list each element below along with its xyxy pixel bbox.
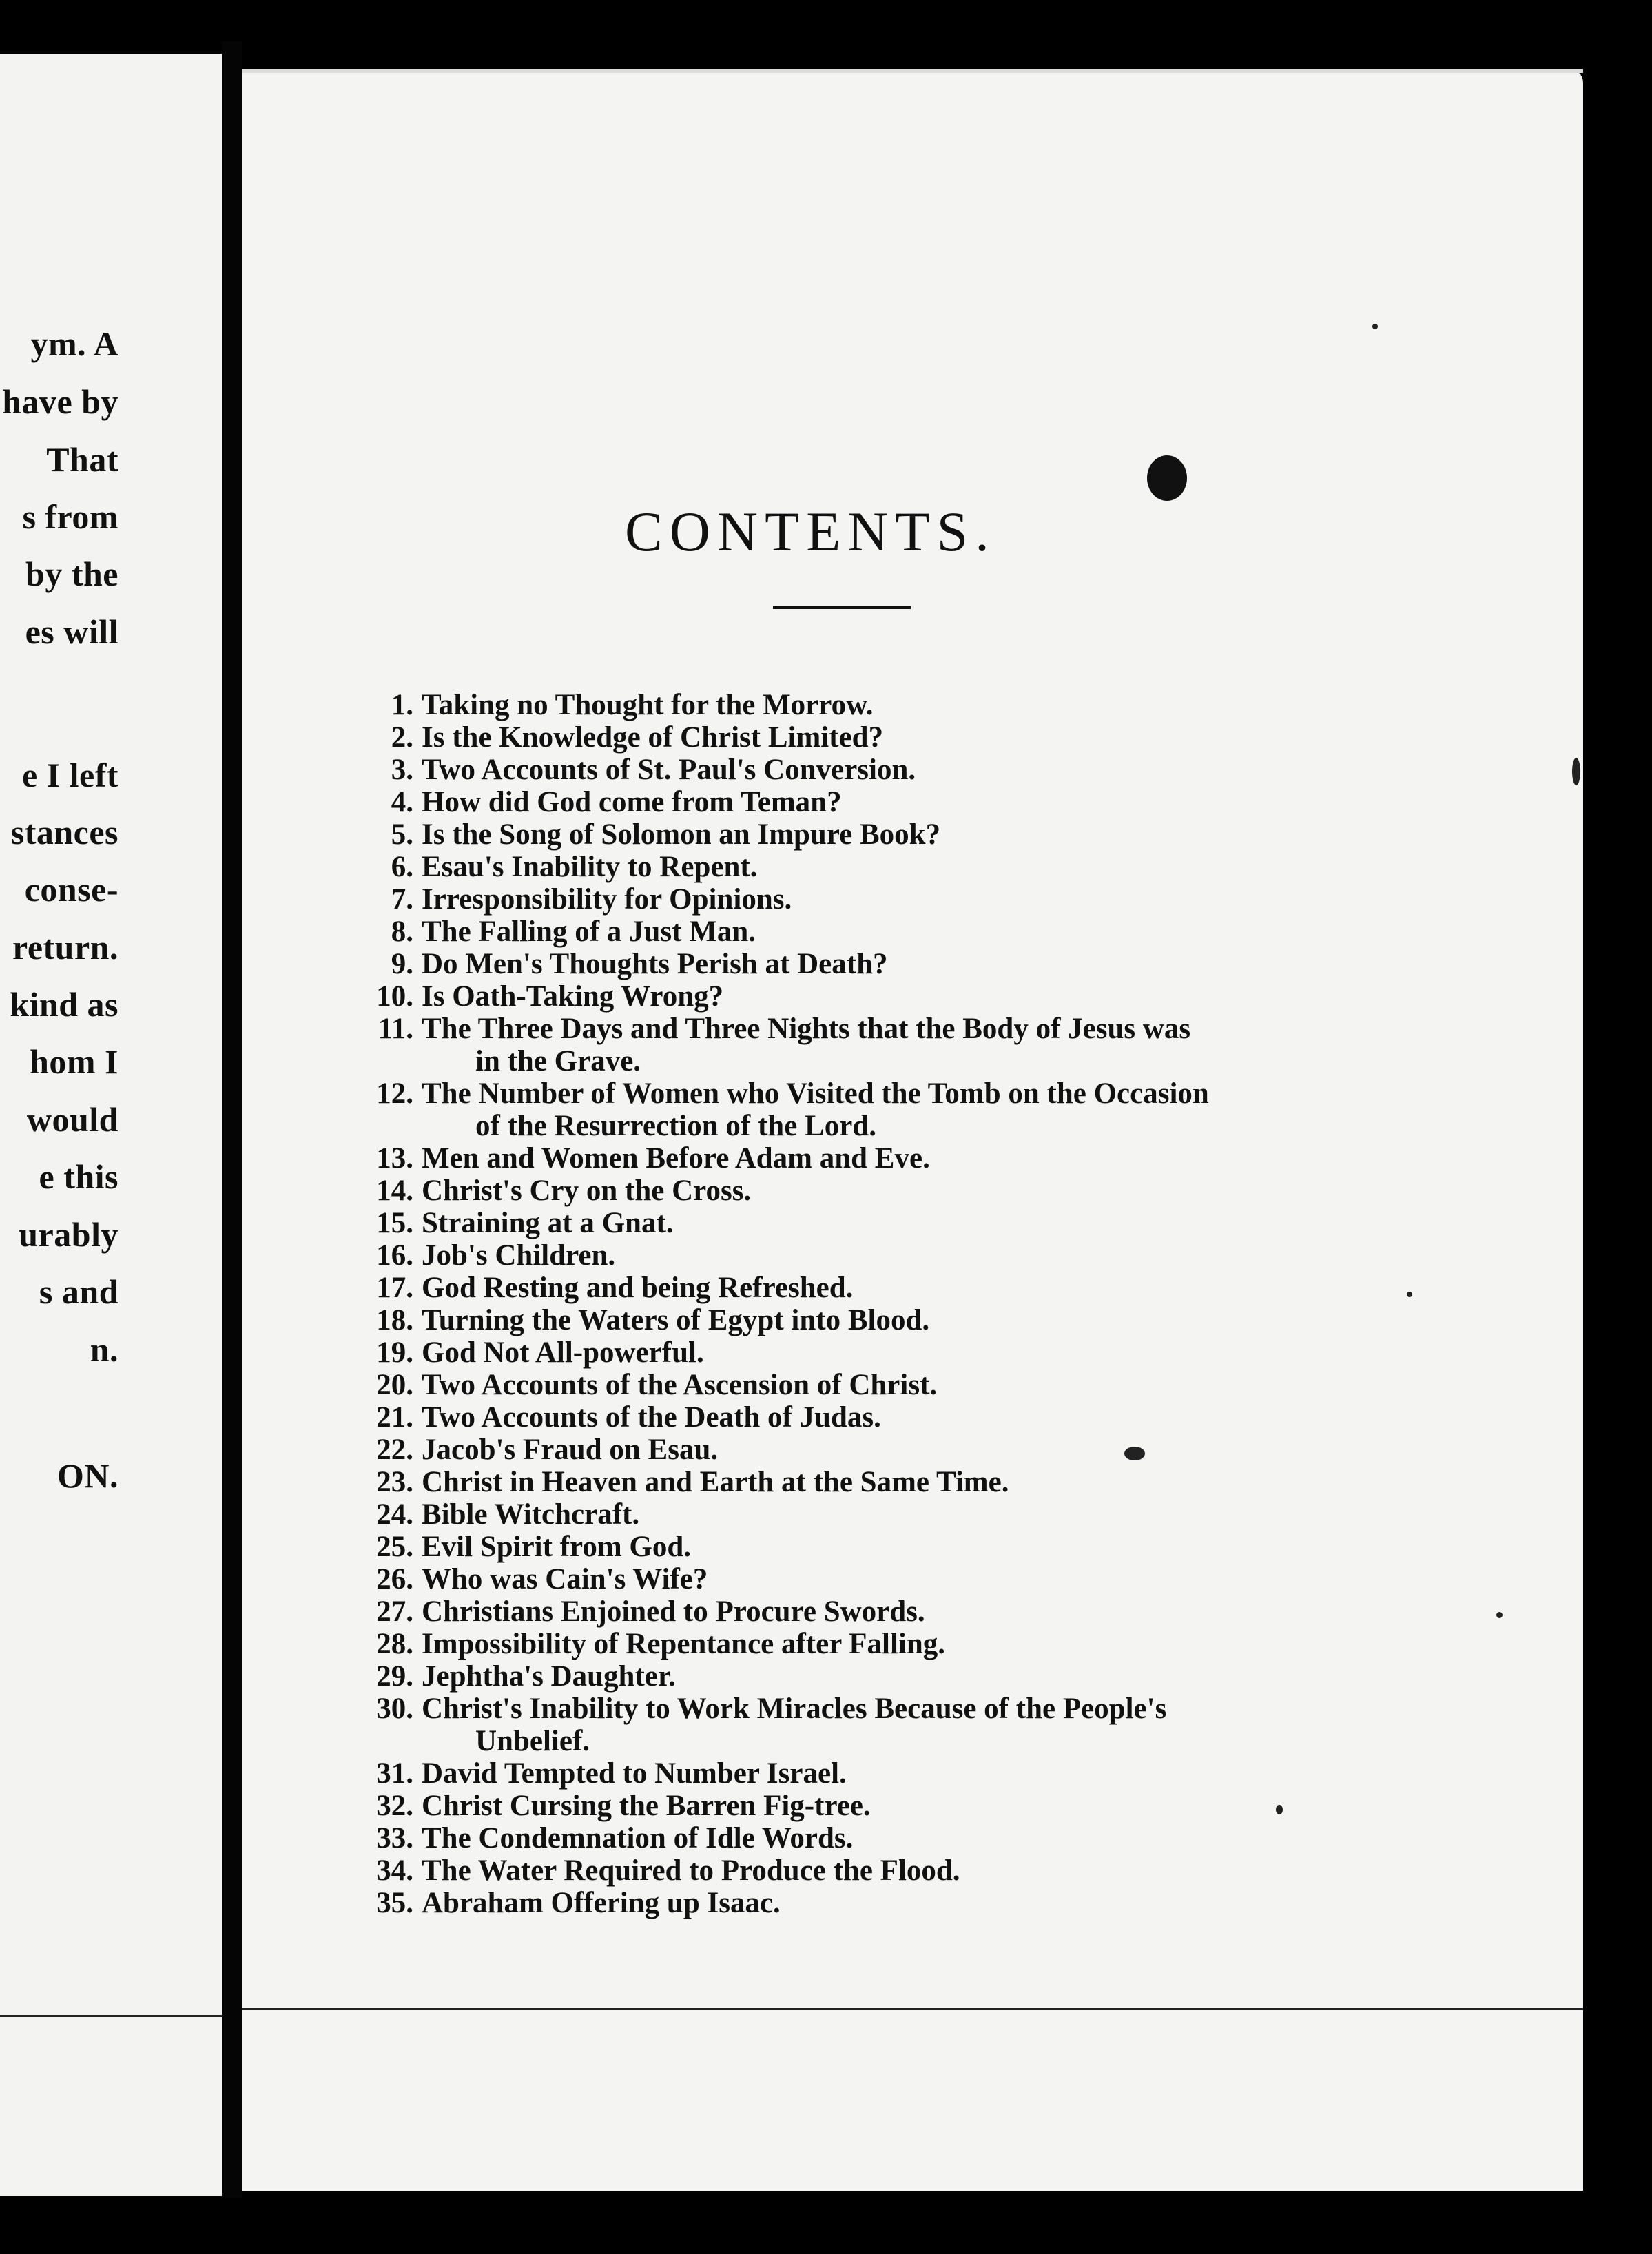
- item-number: 17.: [376, 1272, 413, 1304]
- item-number: 25.: [376, 1531, 413, 1563]
- left-fragment: return.: [12, 928, 118, 966]
- contents-page: [242, 69, 1583, 2191]
- item-title: Christ's Inability to Work Miracles Because of the People's: [422, 1693, 1167, 1725]
- contents-item: [346, 1498, 1558, 1531]
- item-title: Taking no Thought for the Morrow.: [422, 689, 874, 721]
- item-number: 33.: [376, 1822, 413, 1854]
- left-fragment: would: [26, 1100, 118, 1139]
- scan-speck: [1372, 324, 1378, 329]
- item-title: Is the Knowledge of Christ Limited?: [422, 721, 884, 754]
- item-number: 28.: [376, 1628, 413, 1660]
- contents-item: [346, 1175, 1558, 1207]
- left-facing-page: [0, 54, 222, 2196]
- item-number: 10.: [376, 980, 413, 1013]
- scan-speck: [1496, 1612, 1503, 1618]
- item-title: The Condemnation of Idle Words.: [422, 1822, 854, 1854]
- left-fragment: es will: [25, 612, 118, 651]
- item-number: 12.: [376, 1077, 413, 1110]
- item-number: 7.: [391, 883, 413, 916]
- item-title: Bible Witchcraft.: [422, 1498, 640, 1531]
- item-number: 22.: [376, 1434, 413, 1466]
- item-number: 34.: [376, 1854, 413, 1887]
- scan-speck: [1124, 1447, 1145, 1460]
- contents-item: [346, 1466, 1558, 1498]
- item-number: 3.: [391, 754, 413, 786]
- item-number: 6.: [391, 851, 413, 883]
- item-number: 18.: [376, 1304, 413, 1336]
- item-number: 30.: [376, 1693, 413, 1725]
- item-title: God Not All-powerful.: [422, 1336, 704, 1369]
- item-number: 32.: [376, 1790, 413, 1822]
- page-edge: [242, 69, 1583, 73]
- contents-item: [346, 1401, 1558, 1434]
- left-fragment: by the: [25, 555, 118, 593]
- item-title: Two Accounts of St. Paul's Conversion.: [422, 754, 916, 786]
- left-fragment: ON.: [57, 1456, 118, 1495]
- item-number: 35.: [376, 1887, 413, 1919]
- item-title: Do Men's Thoughts Perish at Death?: [422, 948, 888, 980]
- item-title: The Water Required to Produce the Flood.: [422, 1854, 960, 1887]
- book-gutter: [222, 41, 242, 2198]
- item-title: Job's Children.: [422, 1239, 616, 1272]
- item-title: Christians Enjoined to Procure Swords.: [422, 1595, 925, 1628]
- page-title: CONTENTS.: [625, 499, 996, 563]
- contents-item: [346, 948, 1558, 980]
- item-title: Christ's Cry on the Cross.: [422, 1175, 752, 1207]
- item-title: Straining at a Gnat.: [422, 1207, 674, 1239]
- item-title: Who was Cain's Wife?: [422, 1563, 708, 1595]
- item-title: Is Oath-Taking Wrong?: [422, 980, 724, 1013]
- item-title: David Tempted to Number Israel.: [422, 1757, 847, 1790]
- contents-item: [346, 1563, 1558, 1595]
- scan-speck: [1276, 1805, 1283, 1814]
- item-number: 23.: [376, 1466, 413, 1498]
- item-number: 4.: [391, 786, 413, 818]
- item-title: Christ in Heaven and Earth at the Same Time.: [422, 1466, 1009, 1498]
- item-number: 24.: [376, 1498, 413, 1531]
- item-number: 19.: [376, 1336, 413, 1369]
- left-fragment: urably: [19, 1215, 118, 1254]
- item-title: Turning the Waters of Egypt into Blood.: [422, 1304, 930, 1336]
- item-number: 5.: [391, 818, 413, 851]
- left-fragment: e this: [39, 1157, 118, 1196]
- item-number: 15.: [376, 1207, 413, 1239]
- item-title: The Falling of a Just Man.: [422, 916, 756, 948]
- contents-item: [346, 1239, 1558, 1272]
- contents-item: [346, 1757, 1558, 1790]
- item-number: 27.: [376, 1595, 413, 1628]
- contents-item: [346, 1822, 1558, 1854]
- item-title: Jephtha's Daughter.: [422, 1660, 676, 1693]
- item-number: 29.: [376, 1660, 413, 1693]
- contents-item: [346, 1887, 1558, 1919]
- scan-speck: [1407, 1292, 1412, 1297]
- left-fragment: s from: [22, 497, 118, 536]
- contents-item: [346, 980, 1558, 1013]
- ink-blot: [1147, 455, 1187, 501]
- contents-item: [346, 1142, 1558, 1175]
- item-title-continued: Unbelief.: [475, 1725, 590, 1757]
- item-title: Two Accounts of the Ascension of Christ.: [422, 1369, 938, 1401]
- left-fragment: conse-: [24, 870, 118, 909]
- contents-item: [346, 1790, 1558, 1822]
- left-fragment: hom I: [30, 1042, 118, 1081]
- contents-item: [346, 1336, 1558, 1369]
- item-title: Men and Women Before Adam and Eve.: [422, 1142, 930, 1175]
- item-title: Esau's Inability to Repent.: [422, 851, 758, 883]
- scan-speck: [1572, 758, 1580, 785]
- item-number: 13.: [376, 1142, 413, 1175]
- contents-item: [346, 1369, 1558, 1401]
- contents-item: [346, 916, 1558, 948]
- item-number: 2.: [391, 721, 413, 754]
- contents-item: [346, 1013, 1558, 1077]
- item-title: Is the Song of Solomon an Impure Book?: [422, 818, 941, 851]
- contents-item: [346, 1628, 1558, 1660]
- item-title: Abraham Offering up Isaac.: [422, 1887, 781, 1919]
- contents-item: [346, 818, 1558, 851]
- contents-item: [346, 1272, 1558, 1304]
- left-fragment: have by: [2, 382, 118, 421]
- page-bottom-rule: [242, 2008, 1583, 2010]
- item-number: 14.: [376, 1175, 413, 1207]
- item-number: 8.: [391, 916, 413, 948]
- contents-item: [346, 1207, 1558, 1239]
- item-number: 1.: [391, 689, 413, 721]
- left-fragment: s and: [39, 1272, 118, 1311]
- left-fragment: ym. A: [30, 324, 118, 363]
- contents-item: [346, 883, 1558, 916]
- item-title: How did God come from Teman?: [422, 786, 842, 818]
- contents-item: [346, 851, 1558, 883]
- contents-item: [346, 1595, 1558, 1628]
- item-title-continued: in the Grave.: [475, 1045, 641, 1077]
- contents-list: [346, 689, 1558, 1919]
- item-title: God Resting and being Refreshed.: [422, 1272, 854, 1304]
- title-rule: [773, 606, 911, 609]
- left-fragment: kind as: [10, 985, 118, 1024]
- item-title: Irresponsibility for Opinions.: [422, 883, 792, 916]
- contents-item: [346, 1434, 1558, 1466]
- item-title-continued: of the Resurrection of the Lord.: [475, 1110, 876, 1142]
- left-fragment: That: [46, 440, 118, 479]
- item-number: 11.: [378, 1013, 413, 1045]
- item-number: 26.: [376, 1563, 413, 1595]
- left-page-rule: [0, 2015, 222, 2017]
- contents-item: [346, 1531, 1558, 1563]
- item-title: The Three Days and Three Nights that the Body of Jesus was: [422, 1013, 1191, 1045]
- item-title: Evil Spirit from God.: [422, 1531, 692, 1563]
- contents-item: [346, 1660, 1558, 1693]
- item-title: Christ Cursing the Barren Fig-tree.: [422, 1790, 871, 1822]
- contents-item: [346, 1854, 1558, 1887]
- item-title: The Number of Women who Visited the Tomb on the Occasion: [422, 1077, 1209, 1110]
- item-title: Jacob's Fraud on Esau.: [422, 1434, 719, 1466]
- left-fragment: stances: [10, 813, 118, 851]
- contents-item: [346, 1693, 1558, 1757]
- contents-item: [346, 754, 1558, 786]
- item-number: 16.: [376, 1239, 413, 1272]
- contents-item: [346, 1077, 1558, 1142]
- item-number: 9.: [391, 948, 413, 980]
- contents-item: [346, 689, 1558, 721]
- item-title: Impossibility of Repentance after Falling.: [422, 1628, 946, 1660]
- left-fragment: n.: [90, 1330, 118, 1369]
- item-number: 31.: [376, 1757, 413, 1790]
- contents-item: [346, 786, 1558, 818]
- item-number: 21.: [376, 1401, 413, 1434]
- item-number: 20.: [376, 1369, 413, 1401]
- item-title: Two Accounts of the Death of Judas.: [422, 1401, 881, 1434]
- contents-item: [346, 721, 1558, 754]
- contents-item: [346, 1304, 1558, 1336]
- left-fragment: e I left: [21, 756, 118, 794]
